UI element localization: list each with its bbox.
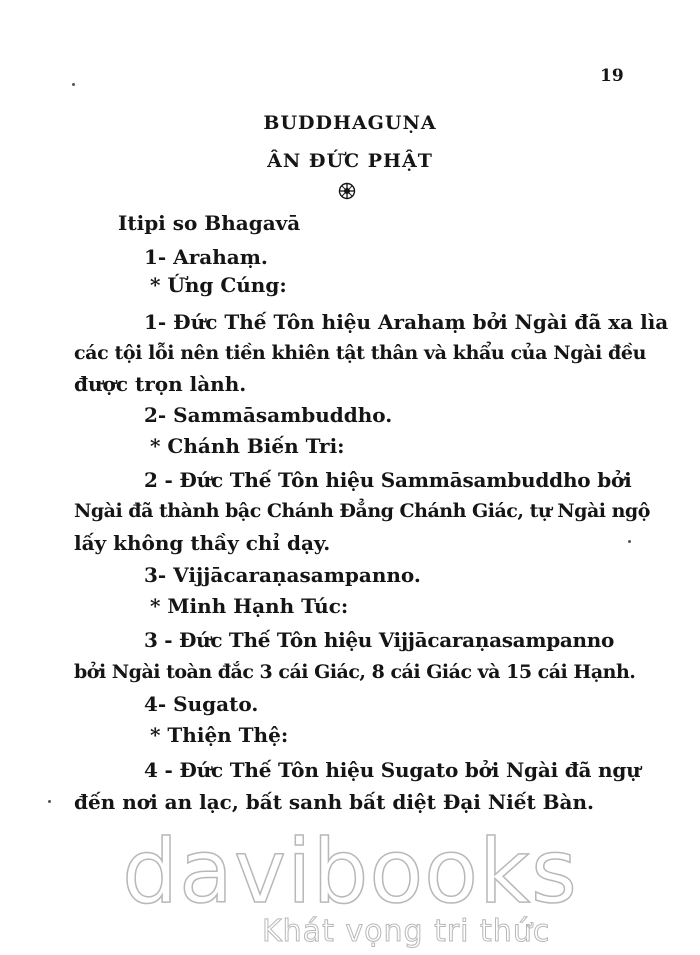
quality-1-text-line-3: được trọn lành. — [74, 372, 247, 396]
quality-1-vietnamese: * Ứng Cúng: — [150, 273, 287, 297]
intro-line: Itipi so Bhagavā — [118, 211, 301, 235]
page-title: BUDDHAGUṆA — [263, 112, 437, 134]
quality-2-pali: 2- Sammāsambuddho. — [144, 403, 393, 427]
quality-1-text-line-1: 1- Đức Thế Tôn hiệu Arahaṃ bởi Ngài đã xa lìa — [144, 310, 669, 334]
quality-2-text-line-2: Ngài đã thành bậc Chánh Đẳng Chánh Giác, tự Ngài ngộ — [74, 500, 650, 522]
quality-2-text-line-3: lấy không thầy chỉ dạy. — [74, 531, 331, 555]
quality-4-text-line-2: đến nơi an lạc, bất sanh bất diệt Đại Niết Bàn. — [74, 790, 595, 814]
watermark-slogan: Khát vọng tri thức — [262, 914, 551, 949]
quality-1-text-line-2: các tội lỗi nên tiền khiên tật thân và khẩu của Ngài đều — [74, 342, 647, 364]
scan-speck — [628, 540, 631, 543]
quality-3-vietnamese: * Minh Hạnh Túc: — [150, 594, 349, 618]
page-subtitle: ÂN ĐỨC PHẬT — [267, 150, 433, 172]
quality-4-text-line-1: 4 - Đức Thế Tôn hiệu Sugato bởi Ngài đã ngự — [144, 758, 641, 782]
quality-3-text-line-1: 3 - Đức Thế Tôn hiệu Vijjācaraṇasampanno — [144, 628, 615, 652]
quality-1-pali: 1- Arahaṃ. — [144, 245, 268, 269]
quality-4-pali: 4- Sugato. — [144, 692, 259, 716]
quality-2-text-line-1: 2 - Đức Thế Tôn hiệu Sammāsambuddho bởi — [144, 468, 632, 492]
watermark-brand: davibooks — [122, 820, 578, 923]
quality-2-vietnamese: * Chánh Biến Tri: — [150, 434, 345, 458]
quality-3-pali: 3- Vijjācaraṇasampanno. — [144, 563, 421, 587]
scan-speck — [72, 83, 75, 86]
page-number: 19 — [600, 66, 624, 86]
flower-ornament-icon — [338, 182, 356, 200]
quality-3-text-line-2: bởi Ngài toàn đắc 3 cái Giác, 8 cái Giác và 15 cái Hạnh. — [74, 661, 636, 683]
quality-4-vietnamese: * Thiện Thệ: — [150, 723, 289, 747]
scan-speck — [48, 800, 51, 803]
